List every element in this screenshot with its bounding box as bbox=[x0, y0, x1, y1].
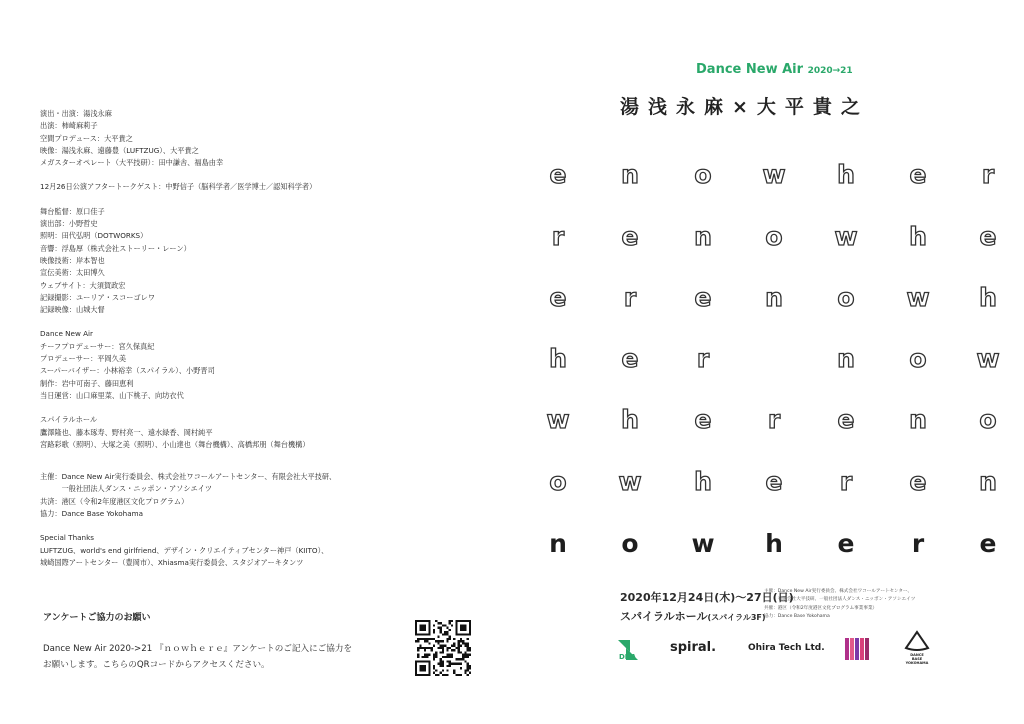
spiral-logo: spiral. bbox=[670, 640, 717, 655]
letter-cell: w bbox=[546, 405, 570, 434]
letter-cell: e bbox=[621, 344, 639, 373]
credit-line: 照明：田代弘明（DOTWORKS） bbox=[40, 231, 148, 241]
credit-line: 主催：Dance New Air実行委員会、株式会社ワコールアートセンター、有限会社大平技研、 bbox=[40, 472, 337, 482]
letter-cell: r bbox=[696, 344, 710, 373]
letter-cell: w bbox=[691, 529, 715, 558]
letter-cell: h bbox=[909, 222, 927, 251]
credit-line: 共済：港区（令和2年度港区文化プログラム） bbox=[40, 496, 189, 506]
letter-cell: n bbox=[621, 160, 639, 189]
credit-line: 演出部：小野哲史 bbox=[40, 219, 98, 229]
credits-block bbox=[40, 108, 440, 569]
credit-line: 音響：浮島厚（株式会社ストーリー・レーン） bbox=[40, 243, 191, 253]
credit-line: メガスターオペレート（大平技研）：田中謙舎、福島由幸 bbox=[40, 158, 224, 168]
letter-cell: e bbox=[979, 222, 997, 251]
letter-cell: h bbox=[765, 529, 783, 558]
credit-line: 宣伝美術：太田博久 bbox=[40, 268, 105, 278]
letter-cell: n bbox=[979, 467, 997, 496]
credit-line: 出演：柿崎麻莉子 bbox=[40, 121, 98, 131]
organizers-block bbox=[764, 588, 944, 622]
survey-line-1: Dance New Air 2020->21 『ｎｏｗｈｅｒｅ』アンケートのご記入にご協力を bbox=[43, 644, 353, 654]
credit-line: LUFTZUG、world's end girlfriend、デザイン・クリエイティブセンター神戸（KIITO）、 bbox=[40, 545, 329, 555]
credit-line: Special Thanks bbox=[40, 533, 94, 543]
letter-cell: e bbox=[837, 405, 855, 434]
dance-base-yokohama-logo bbox=[900, 630, 934, 666]
letter-cell: n bbox=[549, 529, 567, 558]
credit-line: 記録撮影：ユーリア・スコーゴレワ bbox=[40, 292, 156, 302]
letter-cell: r bbox=[623, 283, 637, 312]
credit-line: 演出・出演：湯浅永麻 bbox=[40, 109, 112, 118]
logo-years: 2020→21 bbox=[807, 66, 853, 76]
letter-cell: h bbox=[837, 160, 855, 189]
organizer-line: 主催：Dance New Air実行委員会、株式会社ワコールアートセンター、 bbox=[764, 589, 912, 594]
credit-line: Dance New Air bbox=[40, 329, 93, 339]
artist-names: 湯浅永麻×大平貴之 bbox=[620, 96, 869, 118]
survey-line-2: お願いします。こちらのQRコードからアクセスください。 bbox=[43, 660, 270, 670]
letter-cell: o bbox=[909, 344, 927, 373]
letter-cell: w bbox=[834, 222, 858, 251]
dna-logo bbox=[616, 638, 640, 662]
letter-cell: n bbox=[909, 405, 927, 434]
letter-cell: o bbox=[694, 160, 712, 189]
letter-cell: w bbox=[976, 344, 1000, 373]
credit-line: スパイラルホール bbox=[40, 415, 98, 425]
ddb-text-line: YOKOHAMA bbox=[905, 661, 929, 665]
letter-cell: o bbox=[837, 283, 855, 312]
credit-line: 一般社団法人ダンス・ニッポン・アソシエイツ bbox=[40, 484, 213, 494]
letter-cell: h bbox=[621, 405, 639, 434]
qr-code[interactable] bbox=[415, 620, 471, 676]
survey-title: アンケートご協力のお願い bbox=[43, 613, 151, 623]
credit-line: ウェブサイト：大須賀政宏 bbox=[40, 280, 126, 290]
ddb-text-line: BASE bbox=[911, 657, 923, 661]
letter-cell: o bbox=[765, 222, 783, 251]
letter-cell: r bbox=[911, 529, 925, 558]
letter-cell: e bbox=[694, 283, 712, 312]
letter-cell: n bbox=[694, 222, 712, 251]
letter-cell: r bbox=[551, 222, 565, 251]
letter-cell: h bbox=[979, 283, 997, 312]
credit-line: 制作：岩中可南子、藤田恵利 bbox=[40, 378, 134, 388]
organizer-line: 協力：Dance Base Yokohama bbox=[764, 614, 830, 620]
venue-name: スパイラルホール bbox=[620, 610, 708, 623]
credit-line: プロデューサー：平岡久美 bbox=[40, 354, 127, 364]
letter-cell: o bbox=[549, 467, 567, 496]
letter-cell: n bbox=[837, 344, 855, 373]
letter-cell: r bbox=[981, 160, 995, 189]
credit-line: 城崎国際アートセンター（豊岡市）、Xhiasma実行委員会、スタジオアーキタンツ bbox=[40, 557, 304, 567]
letter-cell: w bbox=[618, 467, 642, 496]
venue-sub: (スパイラル3F) bbox=[707, 613, 766, 622]
letter-cell: e bbox=[909, 467, 927, 496]
letter-cell: e bbox=[979, 529, 997, 558]
logo-name: Dance New Air bbox=[696, 62, 804, 77]
letter-cell: w bbox=[762, 160, 786, 189]
organizer-line: 共催：港区（令和2年度港区文化プログラム事業事業） bbox=[764, 605, 878, 611]
credit-line: 空間プロデュース：大平貴之 bbox=[40, 133, 133, 143]
credit-line: 宮路彩歌（照明）、大塚之美（照明）、小山達也（舞台機構）、高橋邦朋（舞台機構） bbox=[40, 439, 310, 449]
credit-line: 鷹澤隆也、藤本琢寿、野村亮一、遠水緑香、岡村純平 bbox=[40, 427, 213, 437]
letter-cell: r bbox=[839, 467, 853, 496]
dance-new-air-logo bbox=[696, 62, 853, 77]
letter-cell: h bbox=[694, 467, 712, 496]
event-date: 2020年12月24日(木)〜27日(日) bbox=[620, 591, 794, 604]
seas-logo bbox=[844, 634, 870, 662]
credit-line: 協力：Dance Base Yokohama bbox=[40, 509, 144, 519]
letter-cell: e bbox=[909, 160, 927, 189]
letter-cell: w bbox=[906, 283, 930, 312]
talk-guest: 12月26日公演アフタートークゲスト：中野信子（脳科学者／医学博士／認知科学者） bbox=[40, 182, 317, 192]
letter-cell: e bbox=[837, 529, 855, 558]
letter-cell: e bbox=[549, 160, 567, 189]
letter-cell: e bbox=[549, 283, 567, 312]
survey-body bbox=[43, 641, 383, 673]
dna-text: DNA bbox=[619, 653, 637, 661]
organizer-line: 有限会社大平技研、一般社団法人ダンス・ニッポン・アソシエイツ bbox=[764, 597, 916, 603]
credit-line: 当日運営：山口麻里菜、山下桃子、向坊衣代 bbox=[40, 390, 184, 400]
letter-cell: o bbox=[979, 405, 997, 434]
ohira-tech-logo: Ohira Tech Ltd. bbox=[748, 643, 825, 653]
credit-line: 映像：湯浅永麻、遠藤豊（LUFTZUG）、大平貴之 bbox=[40, 145, 199, 155]
letter-cell: e bbox=[621, 222, 639, 251]
letter-cell: e bbox=[765, 467, 783, 496]
letter-cell: o bbox=[621, 529, 639, 558]
letter-cell: n bbox=[765, 283, 783, 312]
letter-cell: e bbox=[694, 405, 712, 434]
ddb-text-line: DANCE bbox=[910, 653, 924, 657]
credit-line: チーフプロデューサー：宮久保真紀 bbox=[40, 341, 155, 351]
ddb-mark bbox=[902, 630, 932, 652]
credit-line: 舞台監督：原口佳子 bbox=[40, 206, 105, 216]
event-venue bbox=[620, 608, 766, 624]
credit-line: 映像技術：岸本智也 bbox=[40, 255, 105, 265]
letter-cell: r bbox=[767, 405, 781, 434]
credit-line: スーパーバイザー：小林裕幸（スパイラル）、小野晋司 bbox=[40, 366, 215, 376]
credit-line: 記録映像：山城大督 bbox=[40, 305, 105, 315]
letter-cell: h bbox=[549, 344, 567, 373]
